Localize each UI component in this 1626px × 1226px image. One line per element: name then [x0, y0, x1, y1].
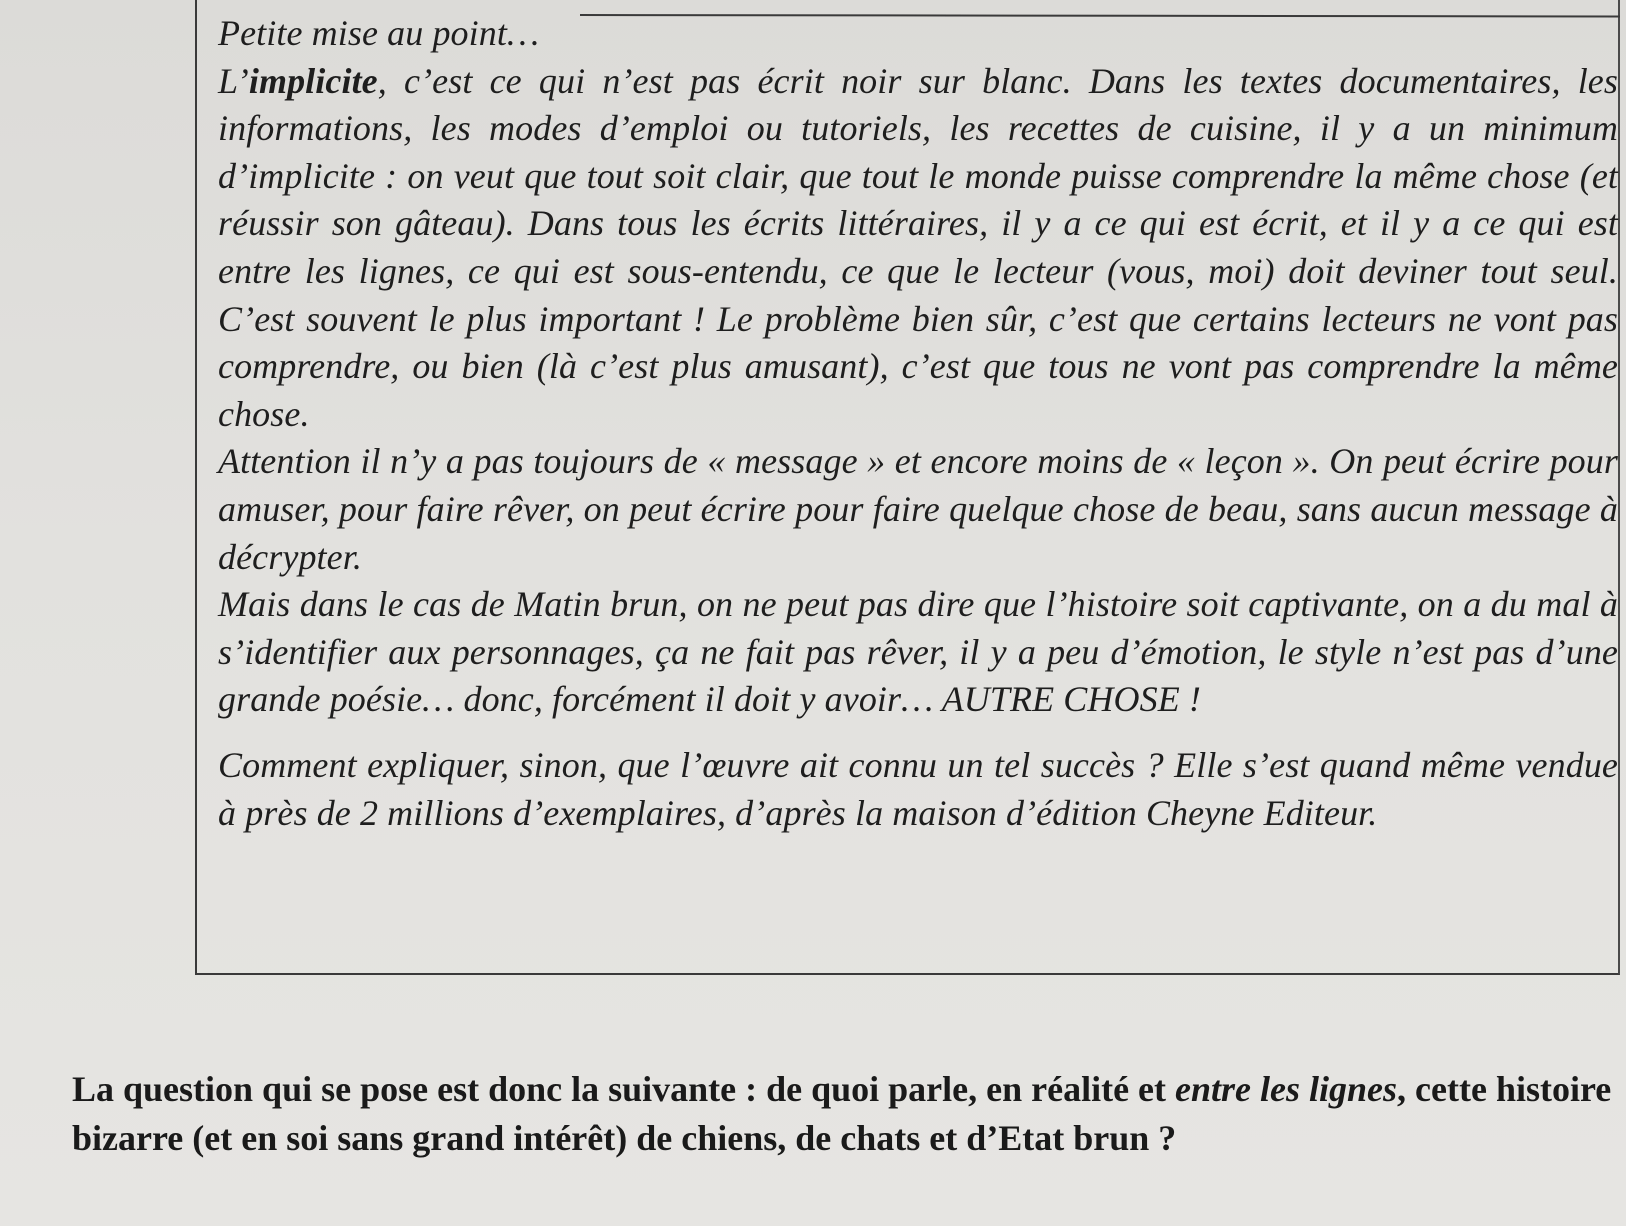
paragraph-succes: Comment expliquer, sinon, que l’œuvre ait connu un tel succès ? Elle s’est quand même vendue à près de 2 millions d’exemplaires, d’après la maison d’édition Cheyne Editeur. [218, 744, 1618, 833]
box-heading: Petite mise au point… [218, 13, 540, 53]
paragraph-implicite-start: L’ [218, 60, 249, 101]
paragraph-implicite-text: , c’est ce qui n’est pas écrit noir sur blanc. Dans les textes documentaires, les informations, les modes d’emploi ou tutoriels, les recettes de cuisine, il y a un minimum d’implicite : on veut que tout soit clair, que tout le monde puisse comprendre la même chose (et réussir son gâteau). Dans tous les écrits littéraires, il y a ce qui est écrit, et il y a ce qui est entre les lignes, ce qui est sous-entendu, ce que le lecteur (vous, moi) doit deviner tout seul. C’est souvent le plus important ! Le problème bien sûr, c’est que certains lecteurs ne vont pas comprendre, ou bien (là c’est plus amusant), c’est que tous ne vont pas comprendre la même chose. [218, 60, 1618, 434]
question-block [72, 1065, 1617, 1163]
paragraph-matin-brun: Mais dans le cas de Matin brun, on ne peut pas dire que l’histoire soit captivante, on a du mal à s’identifier aux personnages, ça ne fait pas rêver, il y a peu d’émotion, le style n’est pas d’une grande poésie… donc, forcément il doit y avoir… AUTRE CHOSE ! [218, 584, 1618, 720]
paragraph-implicite [218, 58, 1618, 439]
question-text [72, 1065, 1617, 1163]
paragraph-spacer [218, 724, 1618, 742]
keyword-implicite: implicite [248, 60, 378, 101]
question-part-2: , cette histoire bizarre (et en soi sans grand intérêt) de chiens, de chats et d’Etat brun ? [72, 1069, 1612, 1158]
boxed-text [218, 10, 1618, 837]
question-emphasis: entre les lignes [1175, 1069, 1398, 1109]
question-part-1: La question qui se pose est donc la suivante : de quoi parle, en réalité et [72, 1069, 1176, 1109]
paragraph-attention: Attention il n’y a pas toujours de « message » et encore moins de « leçon ». On peut écrire pour amuser, pour faire rêver, on peut écrire pour faire quelque chose de beau, sans aucun message à décrypter. [218, 441, 1618, 577]
